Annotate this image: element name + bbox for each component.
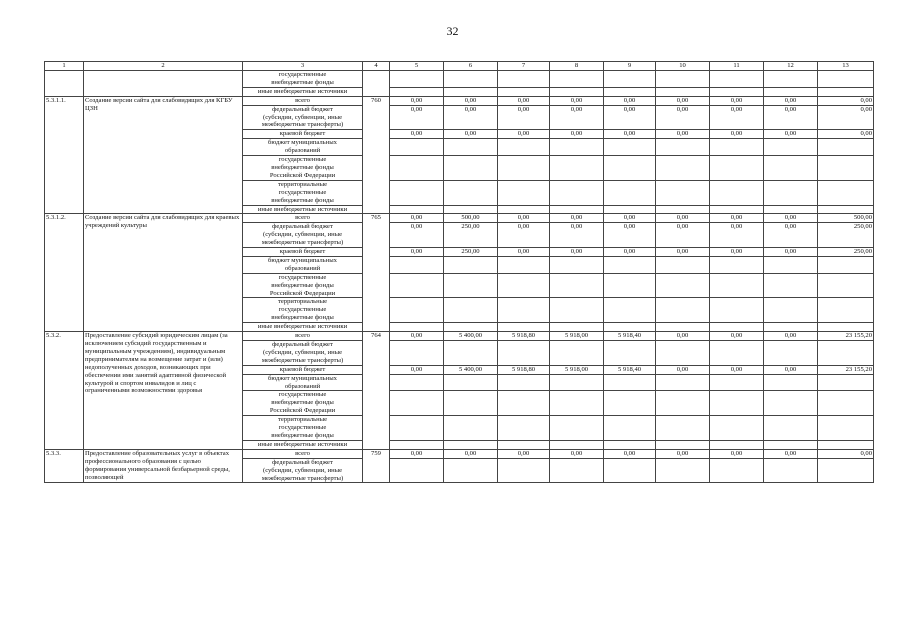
amount-cell <box>390 205 444 214</box>
amount-cell: 0,00 <box>550 96 604 105</box>
amount-cell <box>390 71 444 88</box>
amount-cell <box>818 180 874 205</box>
amount-cell: 0,00 <box>498 105 550 130</box>
amount-cell <box>444 391 498 416</box>
amount-cell <box>550 391 604 416</box>
amount-cell: 0,00 <box>390 214 444 223</box>
amount-cell: 0,00 <box>498 248 550 257</box>
amount-cell: 5 918,80 <box>498 332 550 341</box>
column-header: 7 <box>498 62 550 71</box>
amount-cell <box>710 341 764 366</box>
column-header: 11 <box>710 62 764 71</box>
amount-cell: 0,00 <box>764 248 818 257</box>
amount-cell <box>764 323 818 332</box>
amount-cell <box>656 391 710 416</box>
amount-cell: 0,00 <box>764 130 818 139</box>
amount-cell <box>710 273 764 298</box>
amount-cell <box>764 205 818 214</box>
amount-cell: 0,00 <box>550 449 604 458</box>
amount-cell: 0,00 <box>710 332 764 341</box>
amount-cell: 0,00 <box>818 130 874 139</box>
amount-cell <box>604 323 656 332</box>
funding-source: территориальные государственные внебюджетные фонды <box>243 298 363 323</box>
amount-cell <box>444 440 498 449</box>
amount-cell <box>550 71 604 88</box>
amount-cell: 0,00 <box>550 105 604 130</box>
amount-cell: 0,00 <box>498 130 550 139</box>
amount-cell: 0,00 <box>710 105 764 130</box>
amount-cell: 0,00 <box>656 96 710 105</box>
amount-cell <box>604 71 656 88</box>
amount-cell <box>710 440 764 449</box>
column-header: 5 <box>390 62 444 71</box>
grbs-code: 760 <box>363 96 390 214</box>
funding-source: федеральный бюджет (субсидии, субвенции, иные межбюджетные трансферты) <box>243 458 363 483</box>
amount-cell <box>818 273 874 298</box>
amount-cell <box>444 139 498 156</box>
amount-cell: 250,00 <box>444 223 498 248</box>
amount-cell <box>390 416 444 441</box>
amount-cell: 500,00 <box>444 214 498 223</box>
amount-cell: 0,00 <box>710 214 764 223</box>
amount-cell: 5 918,00 <box>550 332 604 341</box>
amount-cell <box>710 416 764 441</box>
amount-cell <box>818 156 874 181</box>
amount-cell <box>710 205 764 214</box>
amount-cell: 5 918,40 <box>604 365 656 374</box>
amount-cell: 0,00 <box>764 223 818 248</box>
column-header: 8 <box>550 62 604 71</box>
funding-source: федеральный бюджет (субсидии, субвенции, иные межбюджетные трансферты) <box>243 223 363 248</box>
amount-cell <box>498 139 550 156</box>
funding-source: государственные внебюджетные фонды <box>243 71 363 88</box>
amount-cell: 23 155,20 <box>818 332 874 341</box>
amount-cell <box>550 323 604 332</box>
funding-source: иные внебюджетные источники <box>243 205 363 214</box>
amount-cell <box>390 440 444 449</box>
amount-cell: 250,00 <box>444 248 498 257</box>
amount-cell <box>764 458 818 483</box>
amount-cell <box>710 458 764 483</box>
table-row <box>45 332 874 341</box>
amount-cell <box>710 374 764 391</box>
amount-cell: 23 155,20 <box>818 365 874 374</box>
amount-cell <box>764 180 818 205</box>
funding-source: всего <box>243 449 363 458</box>
amount-cell: 0,00 <box>604 248 656 257</box>
amount-cell <box>656 298 710 323</box>
amount-cell <box>390 256 444 273</box>
amount-cell: 0,00 <box>390 223 444 248</box>
amount-cell <box>444 298 498 323</box>
amount-cell <box>444 458 498 483</box>
amount-cell: 0,00 <box>764 105 818 130</box>
column-header: 2 <box>84 62 243 71</box>
amount-cell <box>710 180 764 205</box>
amount-cell: 0,00 <box>710 96 764 105</box>
amount-cell: 0,00 <box>550 214 604 223</box>
amount-cell <box>656 87 710 96</box>
amount-cell <box>764 440 818 449</box>
page-number: 32 <box>446 24 459 38</box>
amount-cell <box>390 323 444 332</box>
amount-cell <box>656 71 710 88</box>
amount-cell <box>818 298 874 323</box>
amount-cell <box>604 156 656 181</box>
amount-cell <box>390 273 444 298</box>
amount-cell: 0,00 <box>764 449 818 458</box>
amount-cell <box>656 440 710 449</box>
amount-cell <box>498 440 550 449</box>
funding-source: всего <box>243 214 363 223</box>
amount-cell <box>818 341 874 366</box>
amount-cell: 0,00 <box>390 130 444 139</box>
funding-source: всего <box>243 96 363 105</box>
amount-cell <box>498 323 550 332</box>
amount-cell <box>550 205 604 214</box>
amount-cell: 0,00 <box>710 130 764 139</box>
funding-source: федеральный бюджет (субсидии, субвенции, иные межбюджетные трансферты) <box>243 105 363 130</box>
amount-cell <box>818 374 874 391</box>
column-header: 12 <box>764 62 818 71</box>
amount-cell <box>604 139 656 156</box>
funding-source: государственные внебюджетные фонды Российской Федерации <box>243 391 363 416</box>
amount-cell <box>498 87 550 96</box>
amount-cell <box>550 139 604 156</box>
amount-cell <box>764 416 818 441</box>
amount-cell <box>390 87 444 96</box>
amount-cell: 0,00 <box>656 449 710 458</box>
amount-cell <box>604 180 656 205</box>
amount-cell: 0,00 <box>444 130 498 139</box>
amount-cell <box>656 374 710 391</box>
amount-cell <box>390 458 444 483</box>
amount-cell <box>444 205 498 214</box>
amount-cell <box>390 156 444 181</box>
funding-source: иные внебюджетные источники <box>243 87 363 96</box>
amount-cell <box>444 273 498 298</box>
amount-cell: 0,00 <box>444 105 498 130</box>
amount-cell <box>498 205 550 214</box>
amount-cell: 0,00 <box>764 332 818 341</box>
grbs-code <box>363 71 390 97</box>
amount-cell: 0,00 <box>818 449 874 458</box>
funding-source: территориальные государственные внебюджетные фонды <box>243 180 363 205</box>
amount-cell: 0,00 <box>550 130 604 139</box>
amount-cell <box>444 374 498 391</box>
funding-source: государственные внебюджетные фонды Российской Федерации <box>243 156 363 181</box>
amount-cell: 0,00 <box>656 214 710 223</box>
amount-cell <box>550 256 604 273</box>
measure-name: Предоставление субсидий юридическим лицам (за исключением субсидий государственным и муниципальным учреждениям), индивидуальным предпринимателям на возмещение затрат и (или) недополученных доходов, возникающих при обеспечении ими занятий адаптивной физической культурой и спортом инвалидов и лиц с ограниченными возможностями здоровья <box>84 332 243 450</box>
amount-cell <box>498 180 550 205</box>
amount-cell: 0,00 <box>498 223 550 248</box>
amount-cell <box>604 416 656 441</box>
amount-cell: 0,00 <box>710 365 764 374</box>
funding-source: федеральный бюджет (субсидии, субвенции, иные межбюджетные трансферты) <box>243 341 363 366</box>
amount-cell <box>710 391 764 416</box>
amount-cell: 0,00 <box>604 105 656 130</box>
column-header: 4 <box>363 62 390 71</box>
amount-cell: 5 400,00 <box>444 365 498 374</box>
amount-cell <box>498 298 550 323</box>
amount-cell: 5 918,80 <box>498 365 550 374</box>
amount-cell <box>656 273 710 298</box>
amount-cell <box>444 341 498 366</box>
amount-cell <box>818 205 874 214</box>
amount-cell: 5 918,00 <box>550 365 604 374</box>
funding-source: государственные внебюджетные фонды Российской Федерации <box>243 273 363 298</box>
amount-cell <box>498 256 550 273</box>
amount-cell: 0,00 <box>656 332 710 341</box>
amount-cell: 0,00 <box>710 449 764 458</box>
amount-cell: 0,00 <box>390 332 444 341</box>
funding-source: иные внебюджетные источники <box>243 440 363 449</box>
amount-cell <box>764 273 818 298</box>
amount-cell <box>818 458 874 483</box>
amount-cell <box>444 71 498 88</box>
amount-cell <box>390 298 444 323</box>
amount-cell <box>604 440 656 449</box>
amount-cell <box>764 87 818 96</box>
amount-cell <box>498 458 550 483</box>
amount-cell: 0,00 <box>764 96 818 105</box>
amount-cell <box>604 341 656 366</box>
amount-cell <box>764 156 818 181</box>
amount-cell <box>710 139 764 156</box>
amount-cell <box>656 323 710 332</box>
amount-cell: 500,00 <box>818 214 874 223</box>
column-header: 3 <box>243 62 363 71</box>
amount-cell <box>764 256 818 273</box>
amount-cell <box>604 458 656 483</box>
amount-cell <box>710 156 764 181</box>
amount-cell <box>390 341 444 366</box>
amount-cell <box>444 256 498 273</box>
amount-cell <box>498 416 550 441</box>
amount-cell <box>550 273 604 298</box>
amount-cell <box>550 298 604 323</box>
column-header: 13 <box>818 62 874 71</box>
column-header: 1 <box>45 62 84 71</box>
column-header: 9 <box>604 62 656 71</box>
amount-cell: 0,00 <box>656 105 710 130</box>
amount-cell <box>818 139 874 156</box>
amount-cell: 250,00 <box>818 248 874 257</box>
amount-cell <box>710 298 764 323</box>
measure-name <box>84 71 243 97</box>
amount-cell <box>604 205 656 214</box>
amount-cell <box>444 87 498 96</box>
amount-cell <box>390 391 444 416</box>
amount-cell <box>390 139 444 156</box>
amount-cell <box>498 391 550 416</box>
amount-cell <box>550 180 604 205</box>
amount-cell <box>656 139 710 156</box>
amount-cell <box>550 374 604 391</box>
amount-cell <box>818 440 874 449</box>
funding-source: всего <box>243 332 363 341</box>
amount-cell <box>656 180 710 205</box>
table-row <box>45 71 874 88</box>
amount-cell: 0,00 <box>390 449 444 458</box>
amount-cell: 5 400,00 <box>444 332 498 341</box>
amount-cell: 0,00 <box>710 223 764 248</box>
funding-source: бюджет муниципальных образований <box>243 374 363 391</box>
amount-cell <box>656 205 710 214</box>
amount-cell <box>818 323 874 332</box>
amount-cell <box>444 156 498 181</box>
amount-cell: 0,00 <box>656 248 710 257</box>
amount-cell: 0,00 <box>604 223 656 248</box>
amount-cell <box>390 374 444 391</box>
budget-table <box>44 61 874 483</box>
measure-name: Создание версии сайта для слабовидящих для КГБУ ЦЗН <box>84 96 243 214</box>
funding-source: бюджет муниципальных образований <box>243 256 363 273</box>
amount-cell <box>818 71 874 88</box>
amount-cell <box>818 416 874 441</box>
amount-cell <box>764 374 818 391</box>
amount-cell <box>550 416 604 441</box>
amount-cell: 0,00 <box>444 449 498 458</box>
amount-cell: 0,00 <box>390 105 444 130</box>
amount-cell: 0,00 <box>498 96 550 105</box>
amount-cell: 5 918,40 <box>604 332 656 341</box>
amount-cell <box>764 71 818 88</box>
funding-source: территориальные государственные внебюджетные фонды <box>243 416 363 441</box>
table-body <box>45 71 874 483</box>
amount-cell: 0,00 <box>444 96 498 105</box>
amount-cell <box>604 87 656 96</box>
amount-cell: 0,00 <box>550 223 604 248</box>
amount-cell: 0,00 <box>710 248 764 257</box>
amount-cell: 0,00 <box>656 365 710 374</box>
amount-cell <box>604 273 656 298</box>
amount-cell: 250,00 <box>818 223 874 248</box>
amount-cell: 0,00 <box>818 96 874 105</box>
amount-cell <box>604 391 656 416</box>
amount-cell <box>710 256 764 273</box>
amount-cell <box>764 298 818 323</box>
amount-cell: 0,00 <box>604 130 656 139</box>
amount-cell <box>710 87 764 96</box>
amount-cell <box>498 374 550 391</box>
grbs-code: 759 <box>363 449 390 483</box>
amount-cell <box>656 156 710 181</box>
table-row <box>45 214 874 223</box>
amount-cell: 0,00 <box>498 449 550 458</box>
amount-cell <box>444 416 498 441</box>
column-header: 10 <box>656 62 710 71</box>
amount-cell: 0,00 <box>498 214 550 223</box>
amount-cell <box>818 391 874 416</box>
amount-cell <box>550 87 604 96</box>
amount-cell: 0,00 <box>656 130 710 139</box>
amount-cell <box>390 180 444 205</box>
funding-source: краевой бюджет <box>243 365 363 374</box>
amount-cell <box>604 256 656 273</box>
amount-cell: 0,00 <box>604 449 656 458</box>
amount-cell <box>498 71 550 88</box>
column-number-row <box>45 62 874 71</box>
amount-cell <box>604 298 656 323</box>
amount-cell <box>764 139 818 156</box>
measure-code: 5.3.1.1. <box>45 96 84 214</box>
amount-cell <box>710 323 764 332</box>
amount-cell: 0,00 <box>604 214 656 223</box>
amount-cell <box>604 374 656 391</box>
amount-cell: 0,00 <box>818 105 874 130</box>
amount-cell <box>550 440 604 449</box>
amount-cell <box>550 341 604 366</box>
amount-cell <box>764 341 818 366</box>
funding-source: краевой бюджет <box>243 248 363 257</box>
funding-source: краевой бюджет <box>243 130 363 139</box>
column-header: 6 <box>444 62 498 71</box>
amount-cell <box>444 180 498 205</box>
amount-cell <box>498 341 550 366</box>
amount-cell <box>550 458 604 483</box>
amount-cell: 0,00 <box>656 223 710 248</box>
amount-cell: 0,00 <box>550 248 604 257</box>
measure-name: Создание версии сайта для слабовидящих для краевых учреждений культуры <box>84 214 243 332</box>
measure-code: 5.3.3. <box>45 449 84 483</box>
amount-cell <box>656 458 710 483</box>
amount-cell <box>818 256 874 273</box>
amount-cell: 0,00 <box>390 365 444 374</box>
measure-code: 5.3.1.2. <box>45 214 84 332</box>
amount-cell: 0,00 <box>390 96 444 105</box>
amount-cell <box>656 256 710 273</box>
amount-cell: 0,00 <box>604 96 656 105</box>
grbs-code: 764 <box>363 332 390 450</box>
grbs-code: 765 <box>363 214 390 332</box>
amount-cell <box>710 71 764 88</box>
amount-cell <box>818 87 874 96</box>
funding-source: иные внебюджетные источники <box>243 323 363 332</box>
amount-cell <box>444 323 498 332</box>
amount-cell: 0,00 <box>764 365 818 374</box>
measure-name: Предоставление образовательных услуг в объектах профессионального образования с целью формирования универсальной безбарьерной среды, позволяющей <box>84 449 243 483</box>
amount-cell <box>656 416 710 441</box>
measure-code <box>45 71 84 97</box>
amount-cell <box>498 273 550 298</box>
table-row <box>45 96 874 105</box>
amount-cell <box>764 391 818 416</box>
measure-code: 5.3.2. <box>45 332 84 450</box>
amount-cell: 0,00 <box>390 248 444 257</box>
table-row <box>45 449 874 458</box>
amount-cell <box>550 156 604 181</box>
funding-source: бюджет муниципальных образований <box>243 139 363 156</box>
amount-cell: 0,00 <box>764 214 818 223</box>
amount-cell <box>498 156 550 181</box>
amount-cell <box>656 341 710 366</box>
